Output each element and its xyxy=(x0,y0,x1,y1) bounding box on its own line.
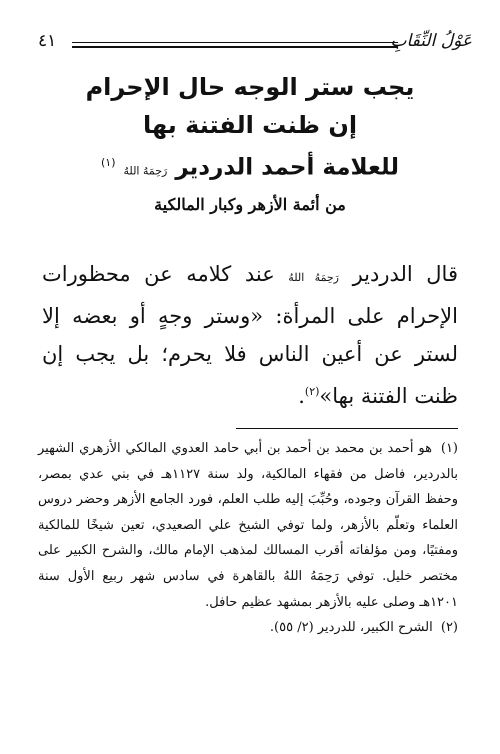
header-rule xyxy=(72,42,398,43)
chapter-subtitle: من أئمة الأزهر وكبار المالكية xyxy=(154,194,346,214)
footnote-ref-2: (٢) xyxy=(304,385,320,398)
scholar-honorific: رَحِمَهُ اللهُ xyxy=(123,164,168,178)
chapter-title-line-1: يجب ستر الوجه حال الإحرام xyxy=(85,73,415,101)
footnote-2 xyxy=(38,615,458,641)
scholar-name: للعلامة أحمد الدردير xyxy=(175,154,399,181)
main-paragraph xyxy=(42,255,458,415)
footnote-1-label: (١) xyxy=(440,441,458,456)
chapter-title-line-3 xyxy=(40,144,460,191)
running-header xyxy=(38,30,472,54)
page-number: ٤١ xyxy=(38,31,57,51)
footnote-1 xyxy=(38,436,458,615)
running-header-title: عَوْلُ النِّقَابِ xyxy=(390,31,472,51)
header-rule-thick xyxy=(72,46,398,48)
main-text-end: . xyxy=(298,384,305,408)
chapter-title-line-2: إن ظنت الفتنة بها xyxy=(142,111,358,139)
main-honorific: رَحِمَهُ اللهُ xyxy=(288,271,339,284)
chapter-title-block xyxy=(40,68,460,217)
footnotes xyxy=(38,436,458,641)
footnote-2-text: الشرح الكبير، للدردير (٢/ ٥٥). xyxy=(269,620,433,636)
main-text-part-2: عند كلامه عن محظورات الإحرام على المرأة: «وستر وجهٍ أو بعضه إلا لستر عن أعين الناس فلا يحرم؛ بل يجب إن ظنت الفتنة بها» xyxy=(42,262,458,408)
main-text-part-1: قال الدردير xyxy=(352,262,458,286)
footnote-separator xyxy=(236,428,458,429)
footnote-1-text: هو أحمد بن محمد بن أحمد بن أبي حامد العدوي المالكي الأزهري الشهير بالدردير، فاضل من فقهاء المالكية، ولد سنة ١١٢٧هـ في بني عدي بمصر، وحفظ القرآن وجوده، وحُبِّبَ إليه طلب العلم، فورد الجامع الأزهر وحضر دروس العلماء وتعلّم بالأزهر، ولما توفي الشيخ علي الصعيدي، تعين شيخًا للمالكية ومفتيًا، ومن مؤلفاته أقرب المسالك لمذهب الإمام مالك، والشرح الكبير على مختصر خليل. توفي رَحِمَهُ اللهُ بالقاهرة في سادس شهر ربيع الأول سنة ١٢٠١هـ وصلى عليه بالأزهر بمشهد عظيم حافل. xyxy=(38,441,458,610)
footnote-2-label: (٢) xyxy=(440,620,458,636)
footnote-ref-1: (١) xyxy=(101,156,116,169)
